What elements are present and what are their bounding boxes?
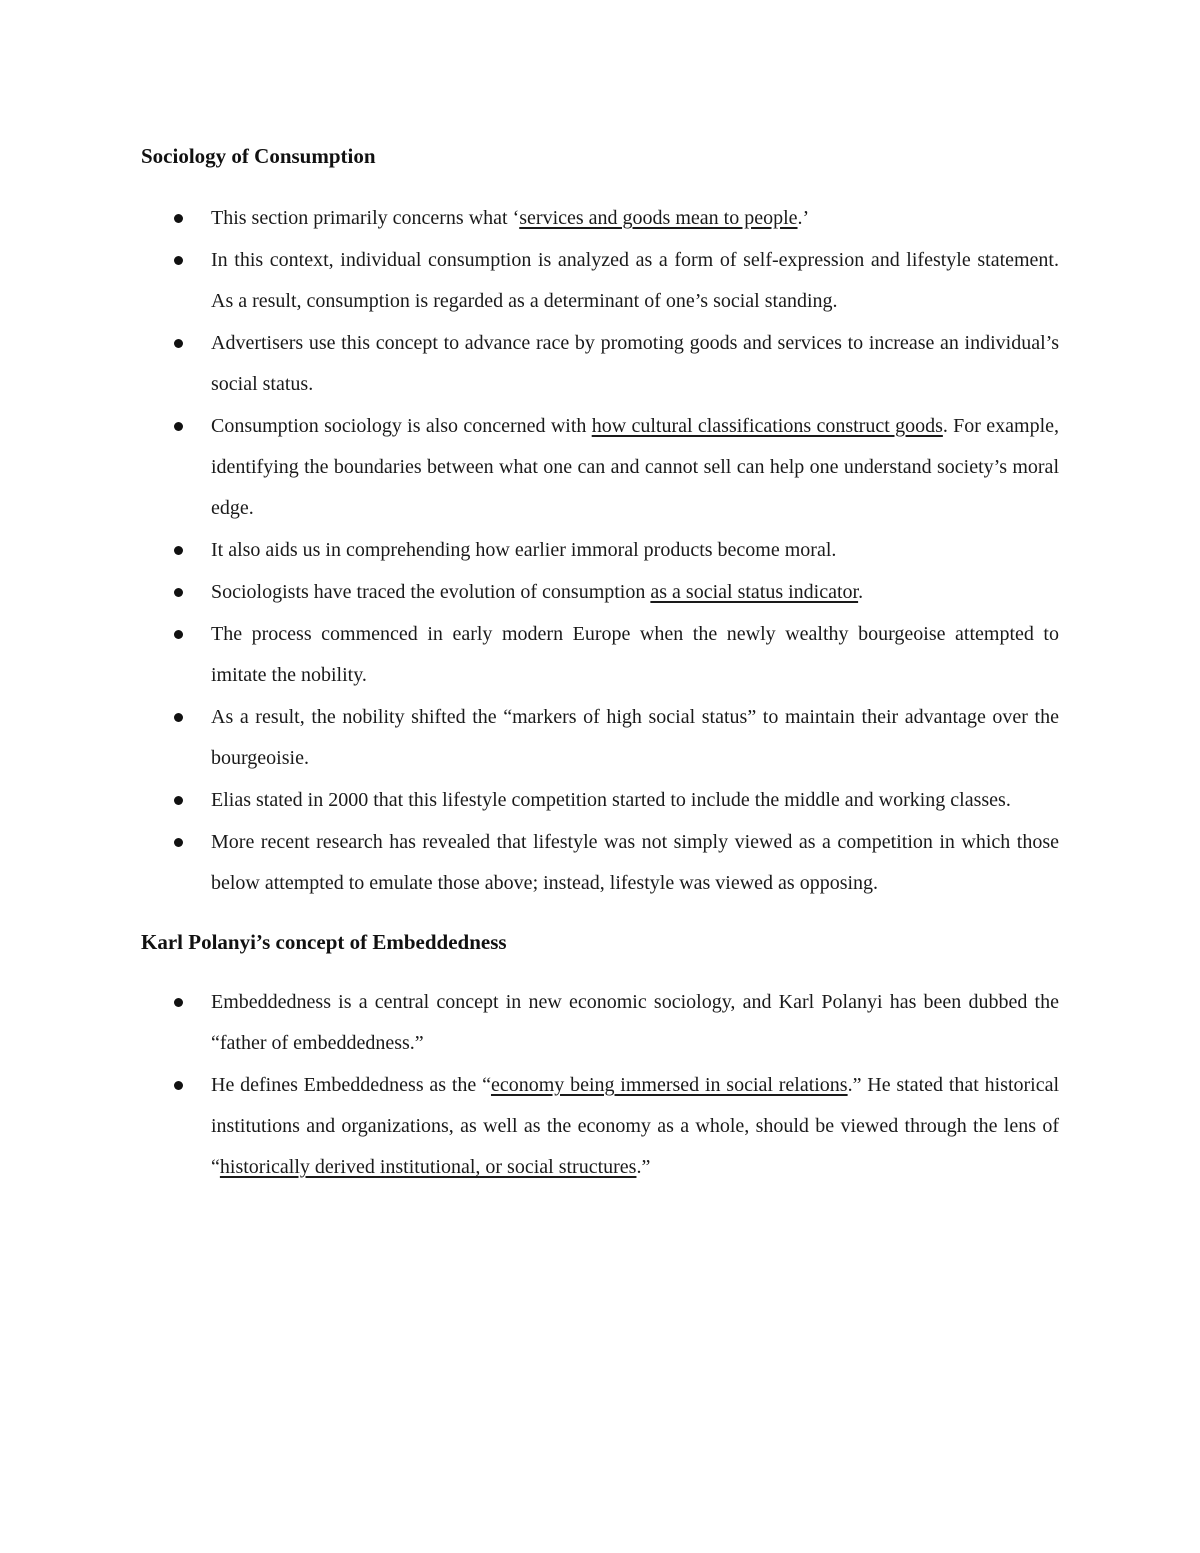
list-item: The process commenced in early modern Europe when the newly wealthy bourgeoise attempted to imitate the nobility. (141, 614, 1059, 696)
section-embeddedness (141, 926, 1059, 1188)
bullet-icon (174, 546, 183, 555)
bullet-list-embeddedness (141, 982, 1059, 1188)
list-item: Consumption sociology is also concerned with how cultural classifications construct goods. For example, identifying the boundaries between what one can and cannot sell can help one understand society’s moral edge. (141, 406, 1059, 529)
bullet-icon (174, 796, 183, 805)
bullet-icon (174, 630, 183, 639)
bullet-icon (174, 422, 183, 431)
list-item: Embeddedness is a central concept in new economic sociology, and Karl Polanyi has been dubbed the “father of embeddedness.” (141, 982, 1059, 1064)
bullet-icon (174, 998, 183, 1007)
bullet-icon (174, 214, 183, 223)
list-item: As a result, the nobility shifted the “markers of high social status” to maintain their advantage over the bourgeoisie. (141, 697, 1059, 779)
list-item: More recent research has revealed that lifestyle was not simply viewed as a competition in which those below attempted to emulate those above; instead, lifestyle was viewed as opposing. (141, 822, 1059, 904)
heading-polanyi-embeddedness: Karl Polanyi’s concept of Embeddedness (141, 930, 507, 954)
list-item: Elias stated in 2000 that this lifestyle competition started to include the middle and working classes. (141, 780, 1059, 821)
list-item: He defines Embeddedness as the “economy being immersed in social relations.” He stated that historical institutions and organizations, as well as the economy as a whole, should be viewed through the lens of “historically derived institutional, or social structures.” (141, 1065, 1059, 1188)
list-item: It also aids us in comprehending how earlier immoral products become moral. (141, 530, 1059, 571)
list-item: Sociologists have traced the evolution of consumption as a social status indicator. (141, 572, 1059, 613)
bullet-icon (174, 838, 183, 847)
bullet-icon (174, 339, 183, 348)
bullet-icon (174, 256, 183, 265)
document-body (141, 140, 1059, 1189)
bullet-icon (174, 588, 183, 597)
bullet-icon (174, 713, 183, 722)
list-item: In this context, individual consumption is analyzed as a form of self-expression and lifestyle statement. As a result, consumption is regarded as a determinant of one’s social standing. (141, 240, 1059, 322)
list-item: This section primarily concerns what ‘services and goods mean to people.’ (141, 198, 1059, 239)
list-item: Advertisers use this concept to advance race by promoting goods and services to increase an individual’s social status. (141, 323, 1059, 405)
bullet-list-consumption (141, 198, 1059, 904)
bullet-icon (174, 1081, 183, 1090)
heading-sociology-of-consumption: Sociology of Consumption (141, 144, 376, 168)
